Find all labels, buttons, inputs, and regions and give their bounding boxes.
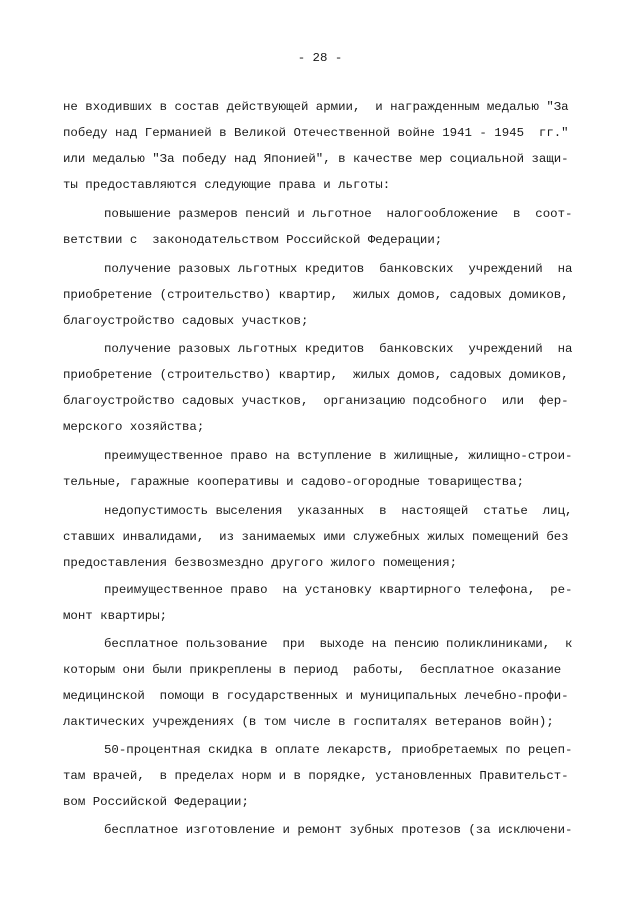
- text-line: недопустимость выселения указанных в настоящей статье лиц,: [104, 504, 573, 518]
- text-line: бесплатное изготовление и ремонт зубных протезов (за исключени-: [104, 823, 573, 837]
- text-line: мерского хозяйства;: [63, 420, 205, 434]
- text-line: бесплатное пользование при выходе на пенсию поликлиниками, к: [104, 637, 573, 651]
- text-line: монт квартиры;: [63, 609, 168, 623]
- text-line: не входивших в состав действующей армии, и награжденным медалью "За: [63, 100, 569, 114]
- text-line: вом Российской Федерации;: [63, 795, 249, 809]
- text-line: приобретение (строительство) квартир, жилых домов, садовых домиков,: [63, 368, 569, 382]
- text-line: получение разовых льготных кредитов банковских учреждений на: [104, 262, 573, 276]
- text-line: благоустройство садовых участков, организацию подсобного или фер-: [63, 394, 569, 408]
- text-line: преимущественное право на установку квартирного телефона, ре-: [104, 583, 573, 597]
- text-line: 50-процентная скидка в оплате лекарств, приобретаемых по рецеп-: [104, 743, 573, 757]
- text-line: победу над Германией в Великой Отечественной войне 1941 - 1945 гг.": [63, 126, 569, 140]
- text-line: предоставления безвозмездно другого жилого помещения;: [63, 556, 458, 570]
- text-line: которым они были прикреплены в период работы, бесплатное оказание: [63, 663, 562, 677]
- text-line: ставших инвалидами, из занимаемых ими служебных жилых помещений без: [63, 530, 569, 544]
- page-number: - 28 -: [297, 51, 343, 65]
- text-line: тельные, гаражные кооперативы и садово-огородные товарищества;: [63, 475, 525, 489]
- text-line: ты предоставляются следующие права и льготы:: [63, 178, 391, 192]
- text-line: медицинской помощи в государственных и муниципальных лечебно-профи-: [63, 689, 569, 703]
- text-line: преимущественное право на вступление в жилищные, жилищно-строи-: [104, 449, 573, 463]
- text-line: или медалью "За победу над Японией", в качестве мер социальной защи-: [63, 152, 569, 166]
- text-line: приобретение (строительство) квартир, жилых домов, садовых домиков,: [63, 288, 569, 302]
- text-line: там врачей, в пределах норм и в порядке, установленных Правительст-: [63, 769, 569, 783]
- text-line: благоустройство садовых участков;: [63, 314, 309, 328]
- text-line: ветствии с законодательством Российской Федерации;: [63, 233, 443, 247]
- text-line: лактических учреждениях (в том числе в госпиталях ветеранов войн);: [63, 715, 554, 729]
- text-line: получение разовых льготных кредитов банковских учреждений на: [104, 342, 573, 356]
- text-line: повышение размеров пенсий и льготное налогообложение в соот-: [104, 207, 573, 221]
